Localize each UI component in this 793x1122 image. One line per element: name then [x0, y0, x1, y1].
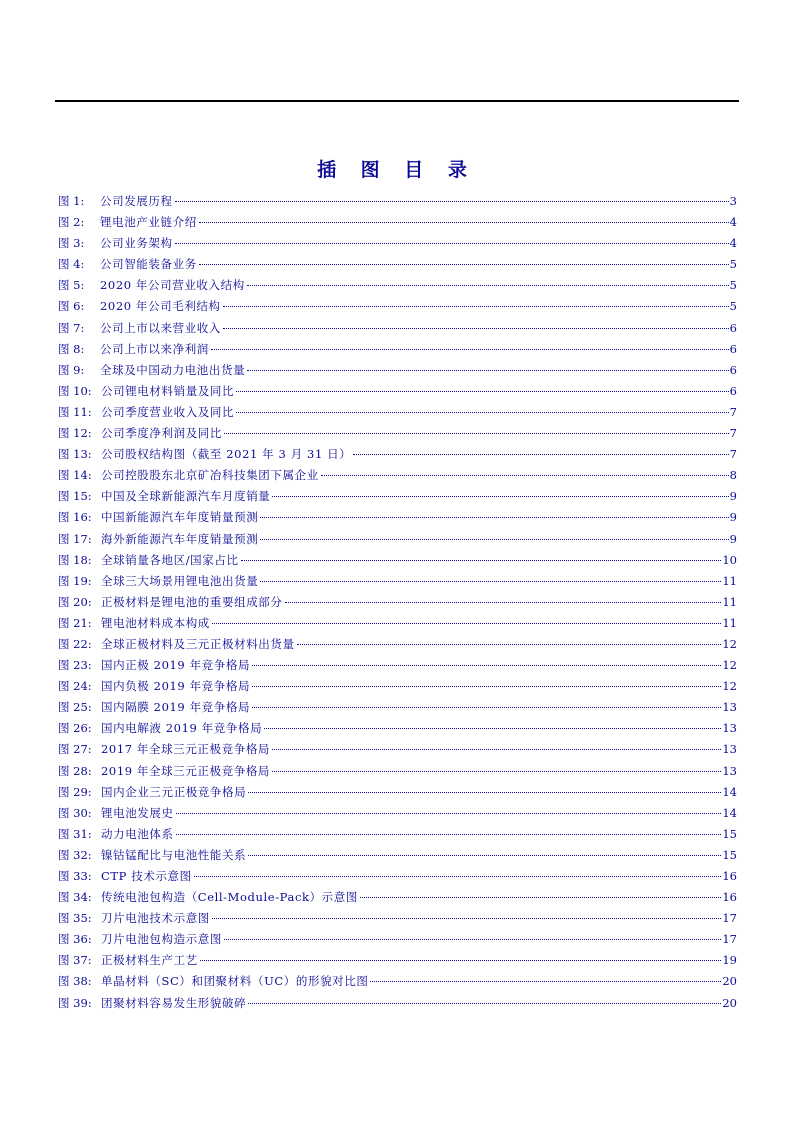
dot-leader [272, 496, 728, 497]
figure-number: 图 27: [58, 742, 92, 757]
dot-leader [248, 1003, 721, 1004]
page-number: 13 [722, 721, 737, 736]
toc-entry[interactable] [58, 676, 737, 697]
figure-caption: 公司控股股东北京矿冶科技集团下属企业 [101, 468, 319, 483]
header-rule [55, 100, 739, 102]
figure-caption: 公司季度净利润及同比 [101, 426, 222, 441]
toc-entry[interactable] [58, 233, 737, 254]
figure-caption: 团聚材料容易发生形貌破碎 [101, 995, 247, 1010]
toc-entry[interactable] [58, 529, 737, 550]
figure-number: 图 11: [58, 404, 92, 419]
toc-entry[interactable] [58, 761, 737, 782]
toc-entry[interactable] [58, 971, 737, 992]
dot-leader [194, 876, 722, 877]
page-number: 16 [722, 890, 737, 905]
dot-leader [224, 433, 729, 434]
dot-leader [199, 222, 729, 223]
toc-entry[interactable] [58, 718, 737, 739]
toc-entry[interactable] [58, 318, 737, 339]
dot-leader [353, 454, 728, 455]
figure-caption: 正极材料生产工艺 [101, 953, 198, 968]
figure-number: 图 8: [58, 341, 85, 356]
toc-entry[interactable] [58, 845, 737, 866]
figure-number: 图 34: [58, 890, 92, 905]
figure-number: 图 30: [58, 805, 92, 820]
toc-entry[interactable] [58, 887, 737, 908]
figure-number: 图 12: [58, 426, 92, 441]
dot-leader [252, 686, 721, 687]
figure-number: 图 32: [58, 847, 92, 862]
page-number: 5 [729, 278, 737, 293]
page-number: 5 [729, 257, 737, 272]
toc-entry[interactable] [58, 993, 737, 1014]
toc-entry[interactable] [58, 592, 737, 613]
toc-entry[interactable] [58, 550, 737, 571]
dot-leader [199, 264, 729, 265]
figure-caption: 公司股权结构图（截至 2021 年 3 月 31 日） [101, 447, 352, 462]
dot-leader [260, 581, 721, 582]
toc-entry[interactable] [58, 908, 737, 929]
figure-number: 图 17: [58, 531, 92, 546]
figure-caption: 公司上市以来营业收入 [100, 320, 221, 335]
dot-leader [252, 707, 721, 708]
dot-leader [285, 602, 722, 603]
page-title: 插 图 目 录 [317, 159, 476, 181]
page-number: 13 [722, 742, 737, 757]
page-number: 7 [729, 426, 737, 441]
figure-number: 图 39: [58, 995, 92, 1010]
page-number: 7 [729, 404, 737, 419]
dot-leader [248, 855, 721, 856]
dot-leader [176, 834, 722, 835]
toc-entry[interactable] [58, 782, 737, 803]
dot-leader [297, 644, 722, 645]
figure-number: 图 18: [58, 552, 92, 567]
page-number: 17 [722, 932, 737, 947]
dot-leader [224, 939, 721, 940]
dot-leader [200, 960, 722, 961]
toc-entry[interactable] [58, 360, 737, 381]
figure-number: 图 36: [58, 932, 92, 947]
page-number: 15 [722, 826, 737, 841]
figure-caption: 正极材料是锂电池的重要组成部分 [101, 594, 283, 609]
figure-number: 图 38: [58, 974, 92, 989]
figure-caption: 公司上市以来净利润 [100, 341, 209, 356]
toc-entry[interactable] [58, 697, 737, 718]
figure-caption: 国内企业三元正极竞争格局 [101, 784, 247, 799]
figure-caption: 全球正极材料及三元正极材料出货量 [101, 636, 295, 651]
toc-entry[interactable] [58, 254, 737, 275]
dot-leader [175, 243, 729, 244]
page-number: 5 [729, 299, 737, 314]
toc-entry[interactable] [58, 634, 737, 655]
figure-caption: 全球销量各地区/国家占比 [101, 552, 239, 567]
figure-number: 图 4: [58, 257, 85, 272]
figure-number: 图 22: [58, 636, 92, 651]
page-number: 12 [722, 679, 737, 694]
figure-caption: 海外新能源汽车年度销量预测 [101, 531, 259, 546]
figure-caption: 国内负极 2019 年竞争格局 [101, 679, 251, 694]
dot-leader [370, 981, 721, 982]
figure-caption: 公司业务架构 [100, 236, 173, 251]
figure-number: 图 35: [58, 911, 92, 926]
page-number: 20 [722, 995, 737, 1010]
figure-caption: 全球及中国动力电池出货量 [100, 362, 246, 377]
toc-entry[interactable] [58, 339, 737, 360]
toc-entry[interactable] [58, 486, 737, 507]
figure-number: 图 33: [58, 869, 92, 883]
dot-leader [223, 306, 729, 307]
figure-number: 图 10: [58, 383, 92, 398]
dot-leader [241, 560, 722, 561]
figure-caption: 2019 年全球三元正极竞争格局 [101, 763, 271, 778]
page-number: 9 [729, 489, 737, 504]
figure-caption: 刀片电池技术示意图 [101, 911, 210, 926]
figure-caption: 中国及全球新能源汽车月度销量 [101, 489, 271, 504]
toc-entry[interactable] [58, 507, 737, 528]
page-number: 11 [722, 594, 737, 609]
figure-caption: 公司锂电材料销量及同比 [101, 383, 235, 398]
figure-caption: 2017 年全球三元正极竞争格局 [101, 742, 271, 757]
toc-entry[interactable] [58, 212, 737, 233]
figure-caption: 锂电池材料成本构成 [101, 615, 210, 630]
figure-list [58, 191, 737, 1014]
dot-leader [260, 517, 728, 518]
dot-leader [212, 623, 721, 624]
figure-number: 图 15: [58, 489, 92, 504]
figure-caption: 单晶材料（SC）和团聚材料（UC）的形貌对比图 [101, 974, 369, 989]
figure-number: 图 5: [58, 278, 85, 293]
toc-entry[interactable] [58, 803, 737, 824]
dot-leader [247, 370, 728, 371]
figure-caption: 传统电池包构造（Cell-Module-Pack）示意图 [101, 890, 358, 905]
dot-leader [211, 349, 729, 350]
page-number: 16 [722, 869, 737, 883]
figure-number: 图 23: [58, 658, 92, 673]
figure-caption: 锂电池发展史 [101, 805, 174, 820]
figure-caption: 公司季度营业收入及同比 [101, 404, 235, 419]
dot-leader [252, 665, 721, 666]
figure-caption: 刀片电池包构造示意图 [101, 932, 222, 947]
figure-number: 图 21: [58, 615, 92, 630]
toc-entry[interactable] [58, 655, 737, 676]
page-number: 9 [729, 531, 737, 546]
toc-entry[interactable] [58, 929, 737, 950]
toc-entry[interactable] [58, 571, 737, 592]
figure-caption: 国内正极 2019 年竞争格局 [101, 658, 251, 673]
figure-number: 图 1: [58, 194, 85, 208]
figure-number: 图 26: [58, 721, 92, 736]
page-number: 12 [722, 658, 737, 673]
figure-number: 图 29: [58, 784, 92, 799]
toc-entry[interactable] [58, 381, 737, 402]
dot-leader [272, 749, 721, 750]
page-number: 4 [729, 236, 737, 251]
dot-leader [176, 813, 722, 814]
page-number: 19 [722, 953, 737, 968]
page-number: 13 [722, 700, 737, 715]
figure-number: 图 19: [58, 573, 92, 588]
page-number: 14 [722, 784, 737, 799]
toc-entry[interactable] [58, 444, 737, 465]
figure-caption: 国内电解液 2019 年竞争格局 [101, 721, 263, 736]
toc-entry[interactable] [58, 191, 737, 212]
page-number: 6 [729, 320, 737, 335]
toc-entry[interactable] [58, 465, 737, 486]
page-number: 17 [722, 911, 737, 926]
page-number: 12 [722, 636, 737, 651]
figure-caption: 中国新能源汽车年度销量预测 [101, 510, 259, 525]
toc-entry[interactable] [58, 275, 737, 296]
toc-entry[interactable] [58, 423, 737, 444]
page-number: 4 [729, 215, 737, 230]
figure-number: 图 3: [58, 236, 85, 251]
page-number: 9 [729, 510, 737, 525]
figure-caption: 2020 年公司毛利结构 [100, 299, 221, 314]
figure-caption: CTP 技术示意图 [101, 869, 192, 883]
figure-number: 图 14: [58, 468, 92, 483]
figure-caption: 公司智能装备业务 [100, 257, 197, 272]
figure-caption: 锂电池产业链介绍 [100, 215, 197, 230]
page-number: 14 [722, 805, 737, 820]
figure-number: 图 7: [58, 320, 85, 335]
figure-number: 图 31: [58, 826, 92, 841]
page-number: 10 [722, 552, 737, 567]
figure-number: 图 20: [58, 594, 92, 609]
dot-leader [264, 728, 721, 729]
page-number: 6 [729, 341, 737, 356]
dot-leader [360, 897, 721, 898]
dot-leader [236, 391, 729, 392]
toc-entry[interactable] [58, 296, 737, 317]
page-number: 6 [729, 362, 737, 377]
dot-leader [321, 475, 729, 476]
toc-entry[interactable] [58, 613, 737, 634]
figure-number: 图 2: [58, 215, 85, 230]
figure-caption: 国内隔膜 2019 年竞争格局 [101, 700, 251, 715]
dot-leader [272, 771, 721, 772]
toc-entry[interactable] [58, 950, 737, 971]
figure-number: 图 13: [58, 447, 92, 462]
figure-number: 图 25: [58, 700, 92, 715]
dot-leader [223, 328, 729, 329]
figure-number: 图 6: [58, 299, 85, 314]
figure-caption: 2020 年公司营业收入结构 [100, 278, 245, 293]
page-number: 8 [729, 468, 737, 483]
dot-leader [236, 412, 729, 413]
figure-number: 图 9: [58, 362, 85, 377]
page-number: 11 [722, 573, 737, 588]
figure-number: 图 24: [58, 679, 92, 694]
figure-caption: 全球三大场景用锂电池出货量 [101, 573, 259, 588]
dot-leader [247, 285, 729, 286]
toc-entry[interactable] [58, 824, 737, 845]
figure-number: 图 37: [58, 953, 92, 968]
page-number: 20 [722, 974, 737, 989]
page-number: 13 [722, 763, 737, 778]
figure-number: 图 16: [58, 510, 92, 525]
dot-leader [248, 792, 721, 793]
page-number: 11 [722, 615, 737, 630]
page-number: 6 [729, 383, 737, 398]
page-number: 3 [729, 194, 737, 208]
figure-number: 图 28: [58, 763, 92, 778]
page-number: 15 [722, 847, 737, 862]
figure-caption: 动力电池体系 [101, 826, 174, 841]
toc-entry[interactable] [58, 402, 737, 423]
dot-leader [175, 201, 729, 202]
toc-entry[interactable] [58, 739, 737, 760]
figure-caption: 镍钴锰配比与电池性能关系 [101, 847, 247, 862]
figure-caption: 公司发展历程 [100, 194, 173, 208]
dot-leader [212, 918, 721, 919]
dot-leader [260, 539, 728, 540]
toc-entry[interactable] [58, 866, 737, 887]
page-number: 7 [729, 447, 737, 462]
